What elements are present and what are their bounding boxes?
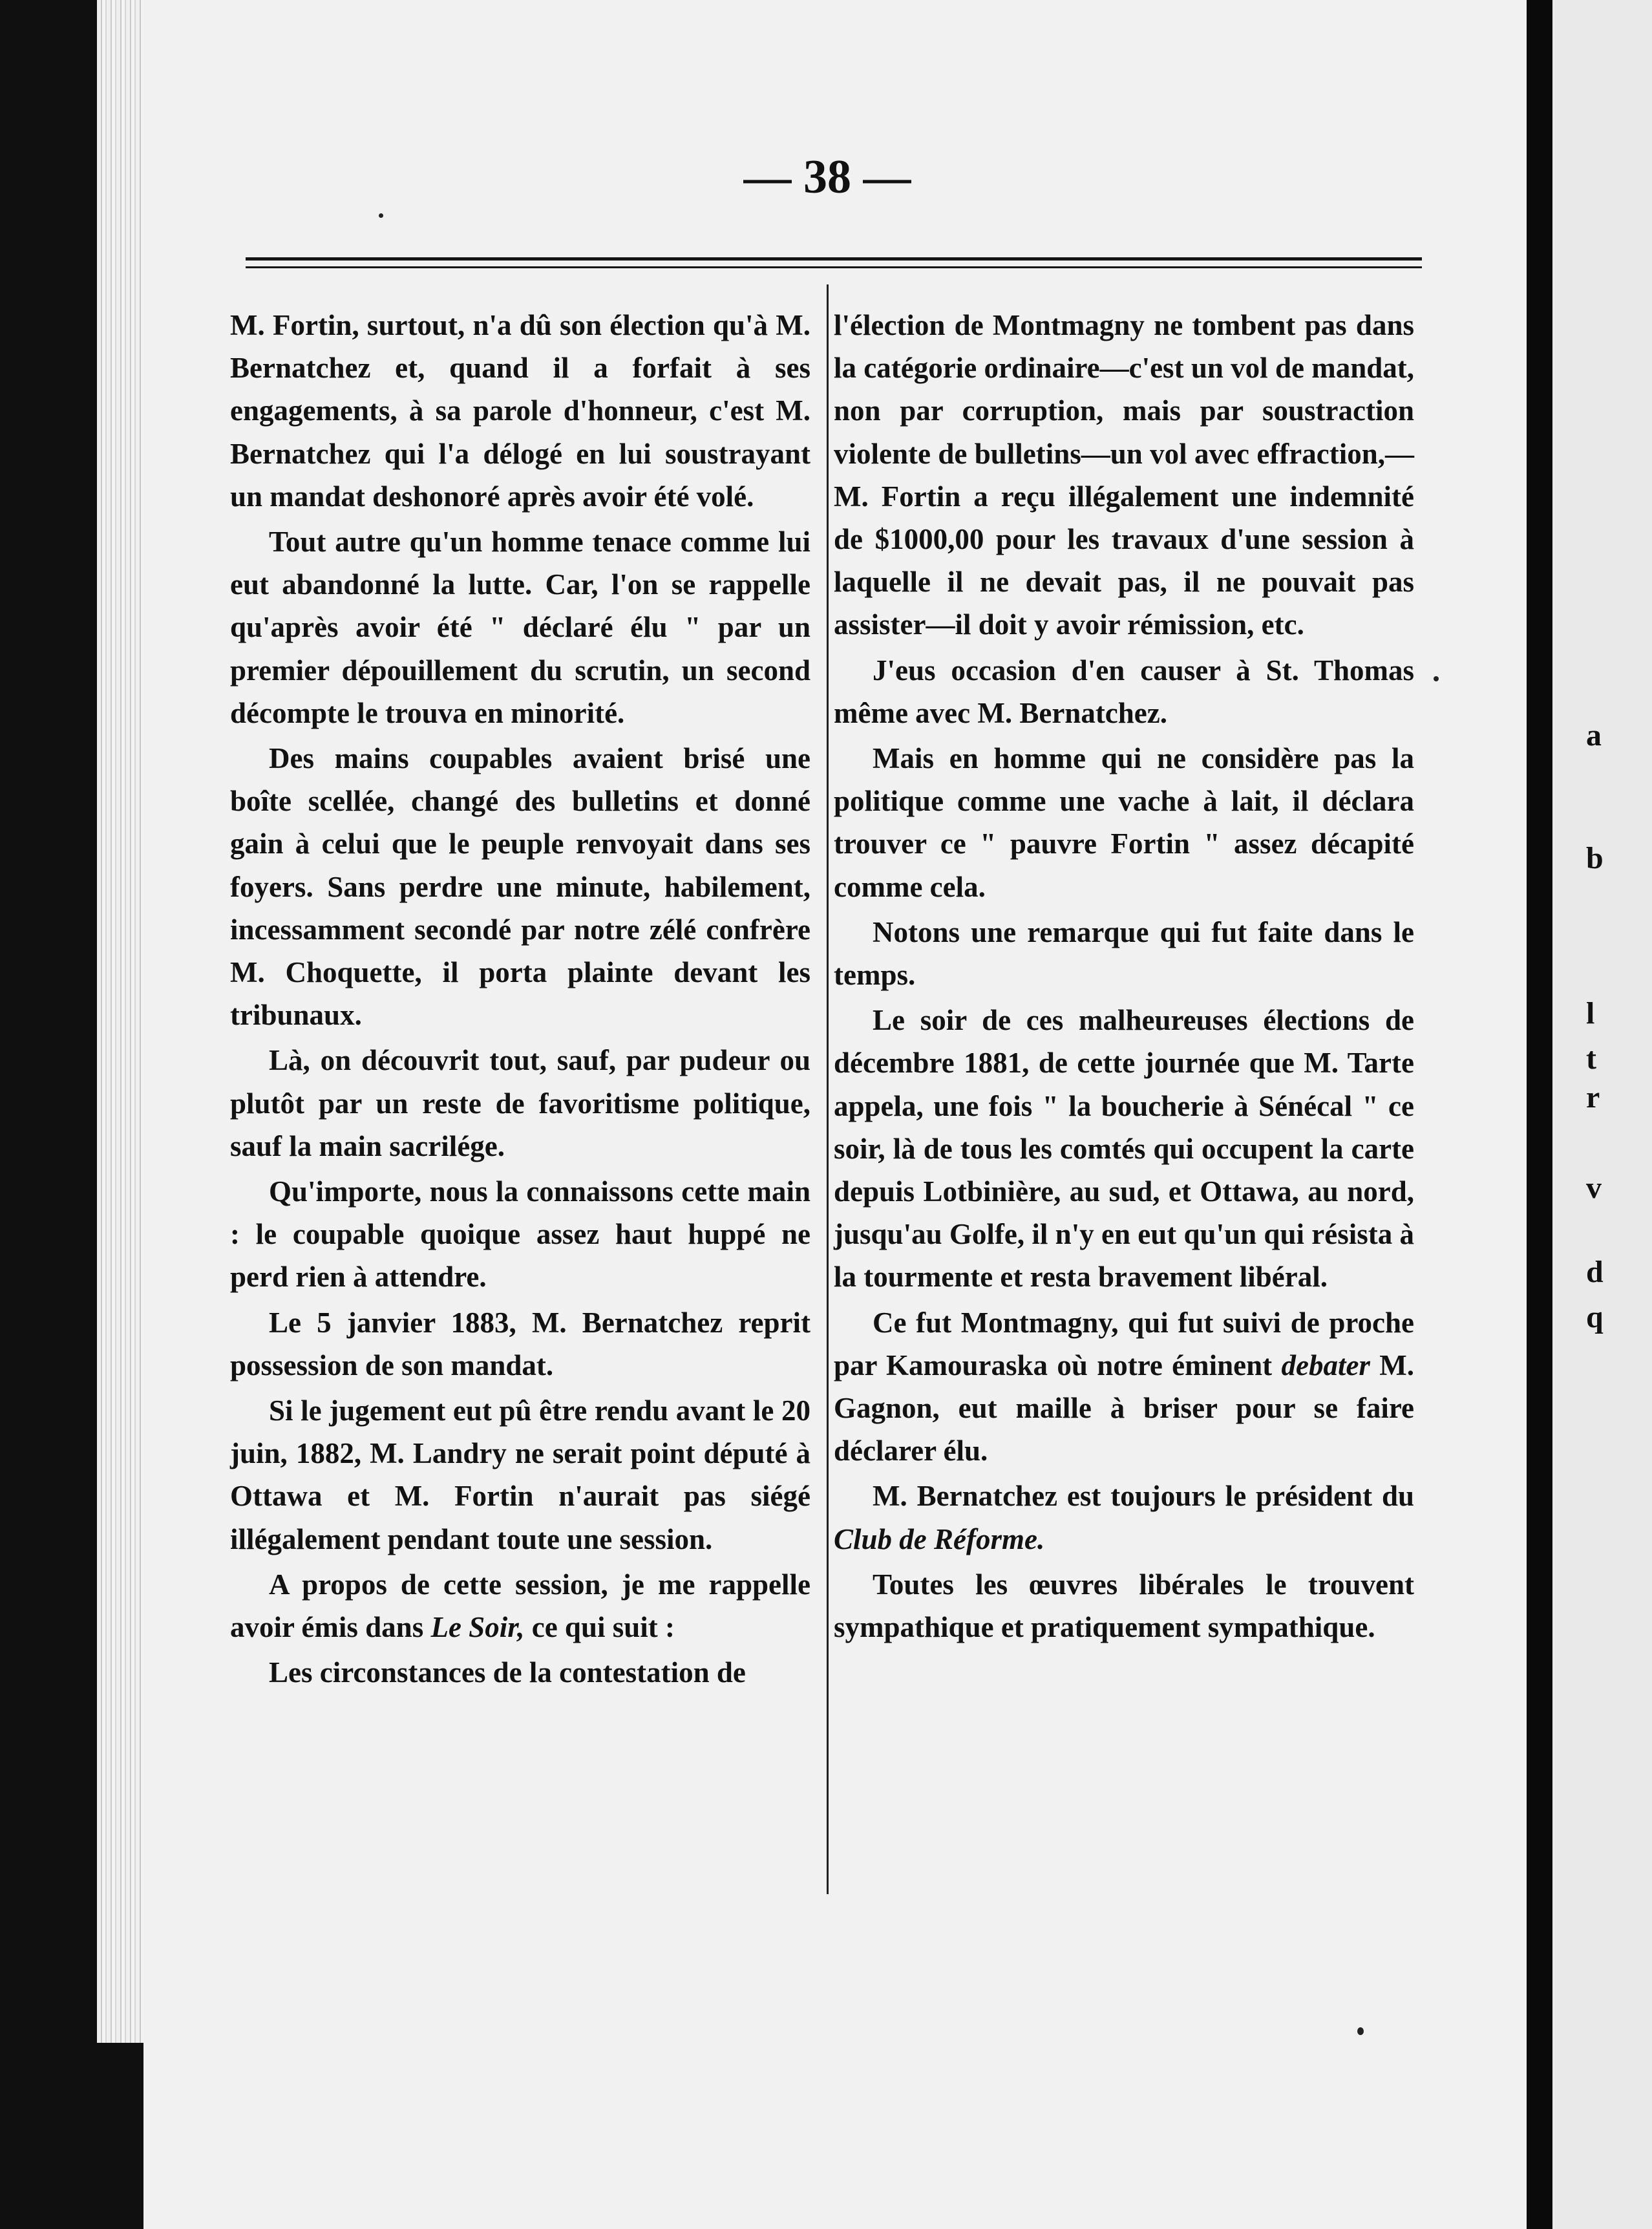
paragraph: Le soir de ces malheureuses élections de décembre 1881, de cette journée que M. Tarte appela, une fois " la boucherie à Sénécal " ce soir, là de tous les comtés qui occupent la carte depuis Lotbinière, au sud, et Ottawa, au nord, jusqu'au Golfe, il n'y en eut qu'un qui résista à la tourmente et resta bravement libéral.: [834, 1004, 1414, 1294]
ink-speck: [1434, 676, 1439, 681]
page-number: — 38 —: [743, 151, 911, 204]
facing-page-letter: l: [1586, 996, 1595, 1030]
paragraph-text: M. Gagnon, eut maille à briser pour se faire déclarer élu.: [834, 1349, 1414, 1467]
facing-page-letter: t: [1586, 1041, 1596, 1076]
paragraph: Qu'importe, nous la connaissons cette main : le coupable quoique assez haut huppé ne perd rien à attendre.: [230, 1175, 810, 1294]
paragraph-text: M. Bernatchez est toujours le président du: [873, 1480, 1414, 1513]
paragraph: Toutes les œuvres libérales le trouvent sympathique et pratiquement sympathique.: [834, 1568, 1414, 1644]
paragraph: Mais en homme qui ne considère pas la politique comme une vache à lait, il déclara trouver ce " pauvre Fortin " assez décapité comme cela.: [834, 742, 1414, 903]
facing-page-letter: a: [1586, 718, 1602, 752]
emphasized-word: debater: [1281, 1349, 1370, 1381]
paragraph: [230, 1563, 810, 1648]
paragraph: Les circonstances de la contestation de: [269, 1656, 746, 1689]
left-column: [230, 304, 810, 1694]
facing-page-letter: d: [1586, 1255, 1604, 1289]
ink-speck: [1357, 2027, 1364, 2035]
paragraph: M. Fortin, surtout, n'a dû son élection qu'à M. Bernatchez et, quand il a forfait à ses engagements, à sa parole d'honneur, c'est M. Bernatchez qui l'a délogé en lui soustrayant un mandat deshonoré après avoir été volé.: [230, 309, 810, 513]
header-rule: [246, 266, 1422, 268]
paragraph: Là, on découvrit tout, sauf, par pudeur ou plutôt par un reste de favoritisme politique, sauf la main sacrilége.: [230, 1044, 810, 1162]
right-column: [834, 304, 1414, 1648]
paragraph: Tout autre qu'un homme tenace comme lui eut abandonné la lutte. Car, l'on se rappelle qu'après avoir été " déclaré élu " par un premier dépouillement du scrutin, un second décompte le trouva en minorité.: [230, 526, 810, 729]
paragraph: l'élection de Montmagny ne tombent pas dans la catégorie ordinaire—c'est un vol de mandat, non par corruption, mais par soustraction violente de bulletins—un vol avec effraction,—M. Fortin a reçu illégalement une indemnité de $1000,00 pour les travaux d'une session à laquelle il ne devait pas, il ne pouvait pas assister—il doit y avoir rémission, etc.: [834, 309, 1414, 641]
club-name: Club de Réforme.: [834, 1522, 1045, 1555]
facing-page-letter: q: [1586, 1300, 1604, 1334]
paragraph: Notons une remarque qui fut faite dans le temps.: [834, 915, 1414, 992]
facing-page-fragment: [1552, 0, 1652, 2229]
paragraph: Le 5 janvier 1883, M. Bernatchez reprit possession de son mandat.: [230, 1306, 810, 1381]
paragraph: J'eus occasion d'en causer à St. Thomas même avec M. Bernatchez.: [834, 654, 1414, 729]
column-divider: [827, 284, 829, 1894]
paragraph-text: ce qui suit :: [524, 1611, 675, 1644]
paragraph: Des mains coupables avaient brisé une boîte scellée, changé des bulletins et donné gain à celui que le peuple renvoyait dans ses foyers. Sans perdre une minute, habilement, incessamment secondé par notre zélé confrère M. Choquette, il porta plainte devant les tribunaux.: [230, 742, 810, 1032]
ink-speck: [379, 213, 383, 218]
paragraph-text: Ce fut Montmagny, qui fut suivi de proche par Kamouraska où notre éminent: [834, 1306, 1414, 1381]
facing-page-letter: v: [1586, 1171, 1602, 1205]
newspaper-title: Le Soir,: [430, 1611, 525, 1644]
paragraph: [834, 1475, 1414, 1560]
page-stack-edge: [97, 0, 149, 2043]
paragraph: [834, 1301, 1414, 1473]
facing-page-letter: r: [1586, 1080, 1600, 1114]
header-rule: [246, 257, 1422, 261]
gutter-shadow: [1527, 0, 1552, 2229]
paragraph: Si le jugement eut pû être rendu avant le 20 juin, 1882, M. Landry ne serait point député à Ottawa et M. Fortin n'aurait pas siégé illégalement pendant toute une session.: [230, 1394, 810, 1555]
facing-page-letter: b: [1586, 841, 1604, 875]
paragraph-text: A propos de cette session, je me rappelle avoir émis dans: [230, 1568, 810, 1644]
